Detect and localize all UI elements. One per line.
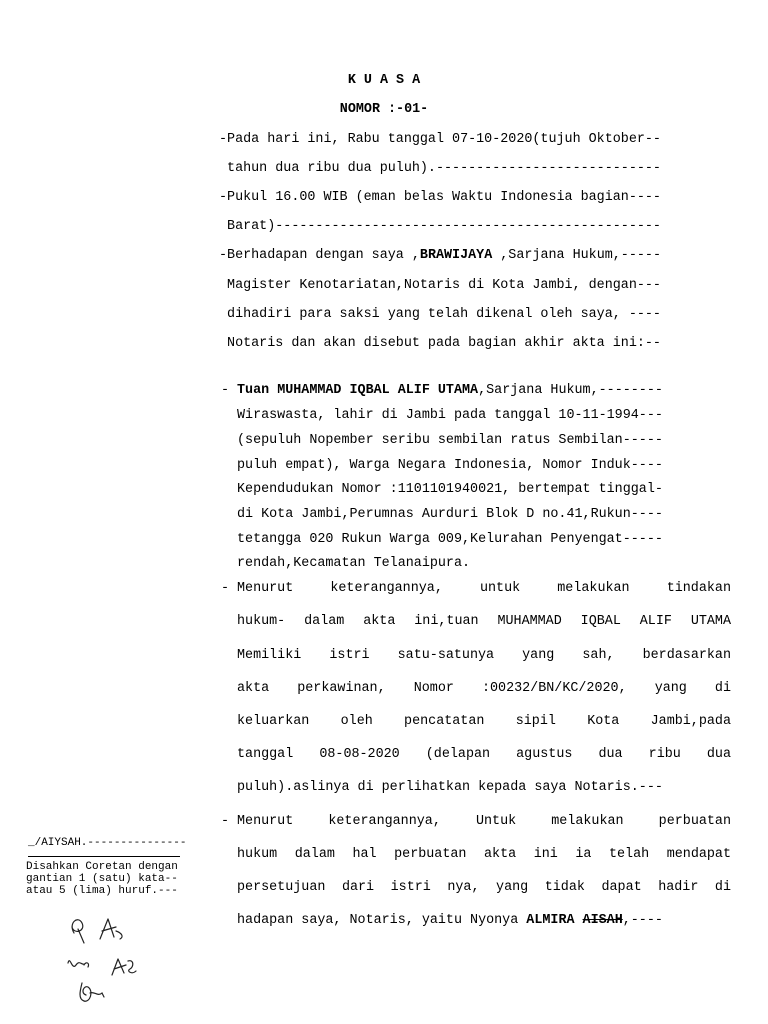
party-line: Kependudukan Nomor :1101101940021, bertempat tinggal- (237, 482, 663, 497)
party-name: MUHAMMAD IQBAL ALIF UTAMA (277, 383, 479, 398)
party-line: Wiraswasta, lahir di Jambi pada tanggal 10-11-1994--- (237, 408, 663, 423)
margin-note-name: _/AIYSAH.--------------- (28, 837, 187, 849)
opening-line: dihadiri para saksi yang telah dikenal oleh saya, ---- (219, 307, 661, 322)
opening-line: -Pukul 16.00 WIB (eman belas Waktu Indonesia bagian---- (219, 190, 661, 205)
wife-name-struck: AISAH (582, 913, 623, 928)
clause1-line: Memiliki istri satu-satunya yang sah, berdasarkan (237, 648, 731, 663)
margin-note-line: gantian 1 (satu) kata-- (26, 873, 178, 885)
opening-line: Notaris dan akan disebut pada bagian akhir akta ini:-- (219, 336, 661, 351)
opening-line: Magister Kenotariatan,Notaris di Kota Jambi, dengan--- (219, 278, 661, 293)
clause2-line: persetujuan dari istri nya, yang tidak dapat hadir di (237, 880, 731, 895)
opening-line: -Pada hari ini, Rabu tanggal 07-10-2020(tujuh Oktober-- (219, 132, 661, 147)
clause2-last-prefix: hadapan saya, Notaris, yaitu Nyonya (237, 913, 527, 928)
party-line: (sepuluh Nopember seribu sembilan ratus Sembilan----- (237, 433, 663, 448)
opening-line: Barat)------------------------------------------------ (219, 219, 661, 234)
party-prefix: Tuan (237, 383, 278, 398)
clause1-line: puluh).aslinya di perlihatkan kepada saya Notaris.--- (237, 780, 663, 795)
opening-text: ,Sarjana Hukum,----- (492, 248, 661, 263)
margin-note-line: atau 5 (lima) huruf.--- (26, 885, 178, 897)
party-line: di Kota Jambi,Perumnas Aurduri Blok D no.41,Rukun---- (237, 507, 663, 522)
clause1-bullet: - (221, 581, 230, 596)
notary-name: BRAWIJAYA (419, 248, 493, 263)
clause2-bullet: - (221, 814, 230, 829)
opening-line-notary (219, 248, 661, 264)
initials-signature-icon (60, 905, 160, 1005)
document-number: NOMOR :-01- (339, 102, 429, 117)
party-line: tetangga 020 Rukun Warga 009,Kelurahan Penyengat----- (237, 532, 663, 547)
opening-line: tahun dua ribu dua puluh).---------------------------- (219, 161, 661, 176)
clause1-line: Menurut keterangannya, untuk melakukan tindakan (237, 581, 731, 596)
clause2-last-suffix: ,---- (622, 913, 663, 928)
margin-note-line: Disahkan Coretan dengan (26, 861, 178, 873)
margin-divider (28, 856, 180, 857)
clause2-line: hukum dalam hal perbuatan akta ini ia telah mendapat (237, 847, 731, 862)
party-line: rendah,Kecamatan Telanaipura. (237, 556, 471, 571)
party-line: puluh empat), Warga Negara Indonesia, Nomor Induk---- (237, 458, 663, 473)
clause1-line: tanggal 08-08-2020 (delapan agustus dua ribu dua (237, 747, 731, 762)
clause1-line: keluarkan oleh pencatatan sipil Kota Jambi,pada (237, 714, 731, 729)
document-title: K U A S A (347, 73, 421, 88)
clause1-line: akta perkawinan, Nomor :00232/BN/KC/2020, yang di (237, 681, 731, 696)
opening-text: -Berhadapan dengan saya , (219, 248, 420, 263)
clause1-line: hukum- dalam akta ini,tuan MUHAMMAD IQBAL ALIF UTAMA (237, 614, 731, 629)
wife-name: ALMIRA (526, 913, 583, 928)
party-first-line (237, 383, 663, 399)
party-bullet: - (221, 383, 230, 398)
party-first-rest: ,Sarjana Hukum,-------- (478, 383, 663, 398)
clause2-line: Menurut keterangannya, Untuk melakukan perbuatan (237, 814, 731, 829)
clause2-last-line (237, 913, 663, 929)
